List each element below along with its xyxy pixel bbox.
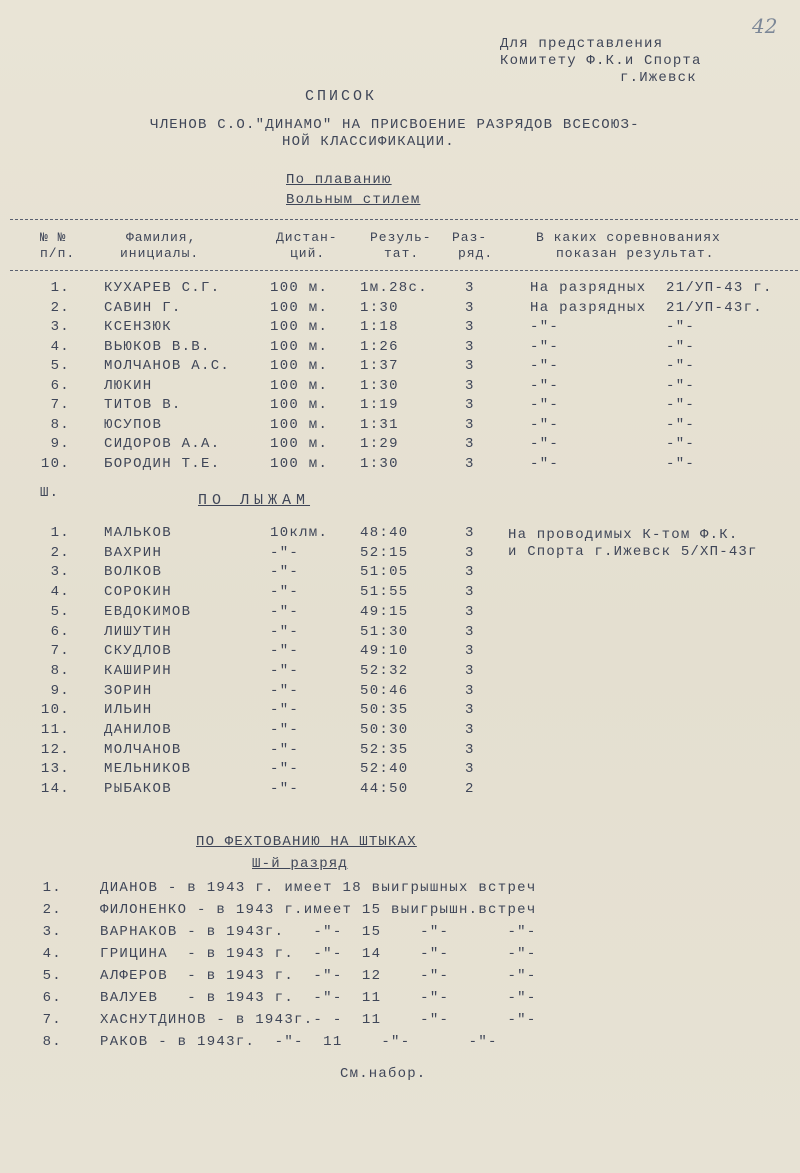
- fencing-heading: ПО ФЕХТОВАНИЮ НА ШТЫКАХ: [196, 834, 417, 850]
- competition-date: -"-: [666, 358, 696, 374]
- row-number: 13.: [40, 761, 70, 778]
- rank: 3: [465, 662, 475, 679]
- rank: 3: [465, 761, 475, 778]
- result: 1:30: [360, 299, 399, 316]
- col-header-res-2: тат.: [384, 246, 420, 261]
- distance: 100 м.: [270, 319, 329, 335]
- distance: 100 м.: [270, 280, 329, 296]
- row-number: 4.: [50, 338, 70, 355]
- result: 44:50: [360, 781, 409, 798]
- row-number: 7.: [50, 643, 70, 660]
- ski-section-number: Ш.: [40, 485, 60, 501]
- table-row: [0, 358, 800, 378]
- table-row: [0, 663, 800, 683]
- athlete-name: МОЛЧАНОВ А.С.: [104, 358, 231, 374]
- rank: 3: [465, 584, 475, 601]
- col-header-rank-1: Раз-: [452, 230, 488, 245]
- athlete-name: ИЛЬИН: [104, 702, 153, 719]
- table-row: [0, 683, 800, 703]
- table-row: [0, 643, 800, 663]
- athlete-name: ЗОРИН: [104, 682, 153, 699]
- row-number: 2.: [42, 902, 62, 918]
- result: 48:40: [360, 525, 409, 541]
- result: 1:29: [360, 436, 399, 452]
- distance: 100 м.: [270, 436, 329, 452]
- rank: 3: [465, 603, 475, 620]
- row-number: 9.: [50, 682, 70, 699]
- distance: -"-: [270, 603, 300, 620]
- row-number: 3.: [42, 924, 62, 940]
- table-row: [0, 761, 800, 781]
- distance: -"-: [270, 643, 300, 660]
- competition-date: 21/УП-43 г.: [666, 280, 773, 296]
- row-number: 1.: [42, 880, 62, 896]
- result: 51:05: [360, 564, 409, 581]
- athlete-name: ВЬЮКОВ В.В.: [104, 338, 211, 355]
- footer-note: См.набор.: [340, 1066, 427, 1082]
- table-row: [0, 300, 800, 320]
- row-number: 12.: [40, 741, 70, 758]
- list-item: [0, 968, 800, 988]
- distance: 100 м.: [270, 299, 329, 316]
- competition: На разрядных: [530, 299, 647, 316]
- list-item: [0, 946, 800, 966]
- list-item: [0, 880, 800, 900]
- swimming-subheading: Вольным стилем: [286, 192, 421, 208]
- result: 50:35: [360, 702, 409, 719]
- result: 50:46: [360, 682, 409, 699]
- table-row: [0, 722, 800, 742]
- distance: -"-: [270, 702, 300, 719]
- competition-date: -"-: [666, 397, 696, 413]
- table-row: [0, 378, 800, 398]
- row-number: 8.: [50, 662, 70, 679]
- table-rule-top: [10, 219, 798, 220]
- row-number: 7.: [50, 397, 70, 413]
- table-row: [0, 339, 800, 359]
- athlete-name: ВАХРИН: [104, 544, 163, 561]
- rank: 2: [465, 781, 475, 798]
- rank: 3: [465, 299, 475, 316]
- distance: -"-: [270, 682, 300, 699]
- table-row: [0, 280, 800, 300]
- result: 1:31: [360, 416, 399, 433]
- distance: -"-: [270, 623, 300, 640]
- rank: 3: [465, 623, 475, 640]
- row-number: 3.: [50, 564, 70, 581]
- rank: 3: [465, 319, 475, 335]
- row-number: 9.: [50, 436, 70, 452]
- col-header-name-1: Фамилия,: [126, 230, 197, 245]
- distance: 10клм.: [270, 525, 329, 541]
- rank: 3: [465, 338, 475, 355]
- athlete-name: ЛЮКИН: [104, 377, 153, 394]
- table-row: [0, 742, 800, 762]
- row-number: 10.: [40, 702, 70, 719]
- list-item: [0, 990, 800, 1010]
- athlete-name: КСЕНЗЮК: [104, 319, 172, 335]
- rank: 3: [465, 436, 475, 452]
- distance: 100 м.: [270, 377, 329, 394]
- distance: 100 м.: [270, 397, 329, 413]
- fencing-subheading: Ш-й разряд: [252, 856, 349, 872]
- rank: 3: [465, 280, 475, 296]
- subtitle-line-1: ЧЛЕНОВ С.О."ДИНАМО" НА ПРИСВОЕНИЕ РАЗРЯДОВ ВСЕСОЮЗ-: [150, 117, 640, 133]
- rank: 3: [465, 377, 475, 394]
- result: 52:15: [360, 544, 409, 561]
- rank: 3: [465, 722, 475, 738]
- competition: -"-: [530, 358, 560, 374]
- list-item: [0, 902, 800, 922]
- competition: -"-: [530, 436, 560, 452]
- rank: 3: [465, 702, 475, 719]
- col-header-rank-2: ряд.: [458, 246, 494, 261]
- row-number: 3.: [50, 319, 70, 335]
- result: 1:30: [360, 455, 399, 472]
- row-number: 10.: [40, 455, 70, 472]
- result: 1м.28с.: [360, 280, 428, 296]
- ski-heading: ПО ЛЫЖАМ: [198, 492, 311, 509]
- row-number: 5.: [42, 968, 62, 984]
- col-header-num-1: № №: [40, 230, 67, 245]
- distance: -"-: [270, 781, 300, 798]
- competition-date: -"-: [666, 338, 696, 355]
- row-number: 2.: [50, 299, 70, 316]
- result: 51:55: [360, 584, 409, 601]
- distance: -"-: [270, 662, 300, 679]
- subtitle-line-2: НОЙ КЛАССИФИКАЦИИ.: [282, 134, 455, 150]
- col-header-dist-2: ций.: [290, 246, 326, 261]
- table-row: [0, 702, 800, 722]
- result: 52:32: [360, 662, 409, 679]
- rank: 3: [465, 564, 475, 581]
- rank: 3: [465, 455, 475, 472]
- athlete-name: СКУДЛОВ: [104, 643, 172, 660]
- athlete-name: МАЛЬКОВ: [104, 525, 172, 541]
- distance: 100 м.: [270, 455, 329, 472]
- result: 52:40: [360, 761, 409, 778]
- competition-date: -"-: [666, 436, 696, 452]
- table-row: [0, 436, 800, 456]
- competition: -"-: [530, 397, 560, 413]
- distance: 100 м.: [270, 358, 329, 374]
- row-number: 14.: [40, 781, 70, 798]
- table-row: [0, 397, 800, 417]
- distance: 100 м.: [270, 338, 329, 355]
- list-item: [0, 1012, 800, 1032]
- result: 50:30: [360, 722, 409, 738]
- athlete-name: СИДОРОВ А.А.: [104, 436, 221, 452]
- competition: На разрядных: [530, 280, 647, 296]
- fencer-entry: ВАЛУЕВ - в 1943 г. -"- 11 -"- -"-: [100, 990, 537, 1006]
- rank: 3: [465, 358, 475, 374]
- athlete-name: МОЛЧАНОВ: [104, 741, 182, 758]
- page-number: 42: [752, 14, 778, 38]
- row-number: 8.: [42, 1034, 62, 1050]
- row-number: 8.: [50, 416, 70, 433]
- ski-note-line-2: и Спорта г.Ижевск 5/ХП-43г: [508, 544, 758, 560]
- table-row: [0, 624, 800, 644]
- athlete-name: САВИН Г.: [104, 299, 182, 316]
- rank: 3: [465, 682, 475, 699]
- table-row: [0, 584, 800, 604]
- row-number: 1.: [50, 280, 70, 296]
- athlete-name: СОРОКИН: [104, 584, 172, 601]
- ski-note-line-1: На проводимых К-том Ф.К.: [508, 527, 739, 543]
- row-number: 5.: [50, 603, 70, 620]
- result: 1:30: [360, 377, 399, 394]
- distance: -"-: [270, 564, 300, 581]
- result: 52:35: [360, 741, 409, 758]
- table-row: [0, 319, 800, 339]
- row-number: 6.: [50, 377, 70, 394]
- row-number: 2.: [50, 544, 70, 561]
- distance: -"-: [270, 584, 300, 601]
- athlete-name: ВОЛКОВ: [104, 564, 163, 581]
- athlete-name: ЕВДОКИМОВ: [104, 603, 192, 620]
- rank: 3: [465, 397, 475, 413]
- athlete-name: КАШИРИН: [104, 662, 172, 679]
- athlete-name: ЛИШУТИН: [104, 623, 172, 640]
- recipient-line-1: Для представления: [500, 36, 664, 52]
- fencer-entry: ГРИЦИНА - в 1943 г. -"- 14 -"- -"-: [100, 946, 537, 962]
- distance: -"-: [270, 741, 300, 758]
- rank: 3: [465, 741, 475, 758]
- result: 1:18: [360, 319, 399, 335]
- fencer-entry: АЛФЕРОВ - в 1943 г. -"- 12 -"- -"-: [100, 968, 537, 984]
- fencer-entry: ДИАНОВ - в 1943 г. имеет 18 выигрышных встреч: [100, 880, 537, 896]
- result: 49:15: [360, 603, 409, 620]
- athlete-name: ЮСУПОВ: [104, 416, 163, 433]
- rank: 3: [465, 643, 475, 660]
- row-number: 7.: [42, 1012, 62, 1028]
- competition: -"-: [530, 319, 560, 335]
- competition-date: 21/УП-43г.: [666, 299, 764, 316]
- distance: 100 м.: [270, 416, 329, 433]
- competition: -"-: [530, 455, 560, 472]
- rank: 3: [465, 416, 475, 433]
- fencer-entry: ФИЛОНЕНКО - в 1943 г.имеет 15 выигрышн.встреч: [100, 902, 537, 918]
- row-number: 11.: [40, 722, 70, 738]
- table-row: [0, 456, 800, 476]
- col-header-res-1: Резуль-: [370, 230, 432, 245]
- col-header-num-2: п/п.: [40, 246, 76, 261]
- competition-date: -"-: [666, 455, 696, 472]
- athlete-name: ТИТОВ В.: [104, 397, 182, 413]
- swimming-heading: По плаванию: [286, 172, 392, 188]
- row-number: 4.: [50, 584, 70, 601]
- list-item: [0, 924, 800, 944]
- result: 1:37: [360, 358, 399, 374]
- row-number: 6.: [42, 990, 62, 1006]
- result: 51:30: [360, 623, 409, 640]
- row-number: 5.: [50, 358, 70, 374]
- col-header-comp-2: показан результат.: [556, 246, 715, 261]
- athlete-name: МЕЛЬНИКОВ: [104, 761, 192, 778]
- athlete-name: БОРОДИН Т.Е.: [104, 455, 221, 472]
- competition: -"-: [530, 338, 560, 355]
- row-number: 4.: [42, 946, 62, 962]
- competition: -"-: [530, 377, 560, 394]
- athlete-name: КУХАРЕВ С.Г.: [104, 280, 221, 296]
- fencer-entry: РАКОВ - в 1943г. -"- 11 -"- -"-: [100, 1034, 498, 1050]
- row-number: 1.: [50, 525, 70, 541]
- distance: -"-: [270, 722, 300, 738]
- fencer-entry: ХАСНУТДИНОВ - в 1943г.- - 11 -"- -"-: [100, 1012, 537, 1028]
- table-rule-bottom: [10, 270, 798, 271]
- recipient-line-2: Комитету Ф.К.и Спорта: [500, 53, 702, 69]
- distance: -"-: [270, 544, 300, 561]
- distance: -"-: [270, 761, 300, 778]
- result: 49:10: [360, 643, 409, 660]
- competition: -"-: [530, 416, 560, 433]
- col-header-dist-1: Дистан-: [276, 230, 338, 245]
- competition-date: -"-: [666, 416, 696, 433]
- fencer-entry: ВАРНАКОВ - в 1943г. -"- 15 -"- -"-: [100, 924, 537, 940]
- table-row: [0, 781, 800, 801]
- rank: 3: [465, 544, 475, 561]
- document-title: СПИСОК: [305, 88, 378, 105]
- rank: 3: [465, 525, 475, 541]
- col-header-comp-1: В каких соревнованиях: [536, 230, 721, 245]
- competition-date: -"-: [666, 377, 696, 394]
- recipient-line-3: г.Ижевск: [620, 70, 697, 86]
- row-number: 6.: [50, 623, 70, 640]
- table-row: [0, 604, 800, 624]
- list-item: [0, 1034, 800, 1054]
- result: 1:26: [360, 338, 399, 355]
- athlete-name: РЫБАКОВ: [104, 781, 172, 798]
- competition-date: -"-: [666, 319, 696, 335]
- table-row: [0, 417, 800, 437]
- result: 1:19: [360, 397, 399, 413]
- athlete-name: ДАНИЛОВ: [104, 722, 172, 738]
- table-row: [0, 564, 800, 584]
- col-header-name-2: инициалы.: [120, 246, 200, 261]
